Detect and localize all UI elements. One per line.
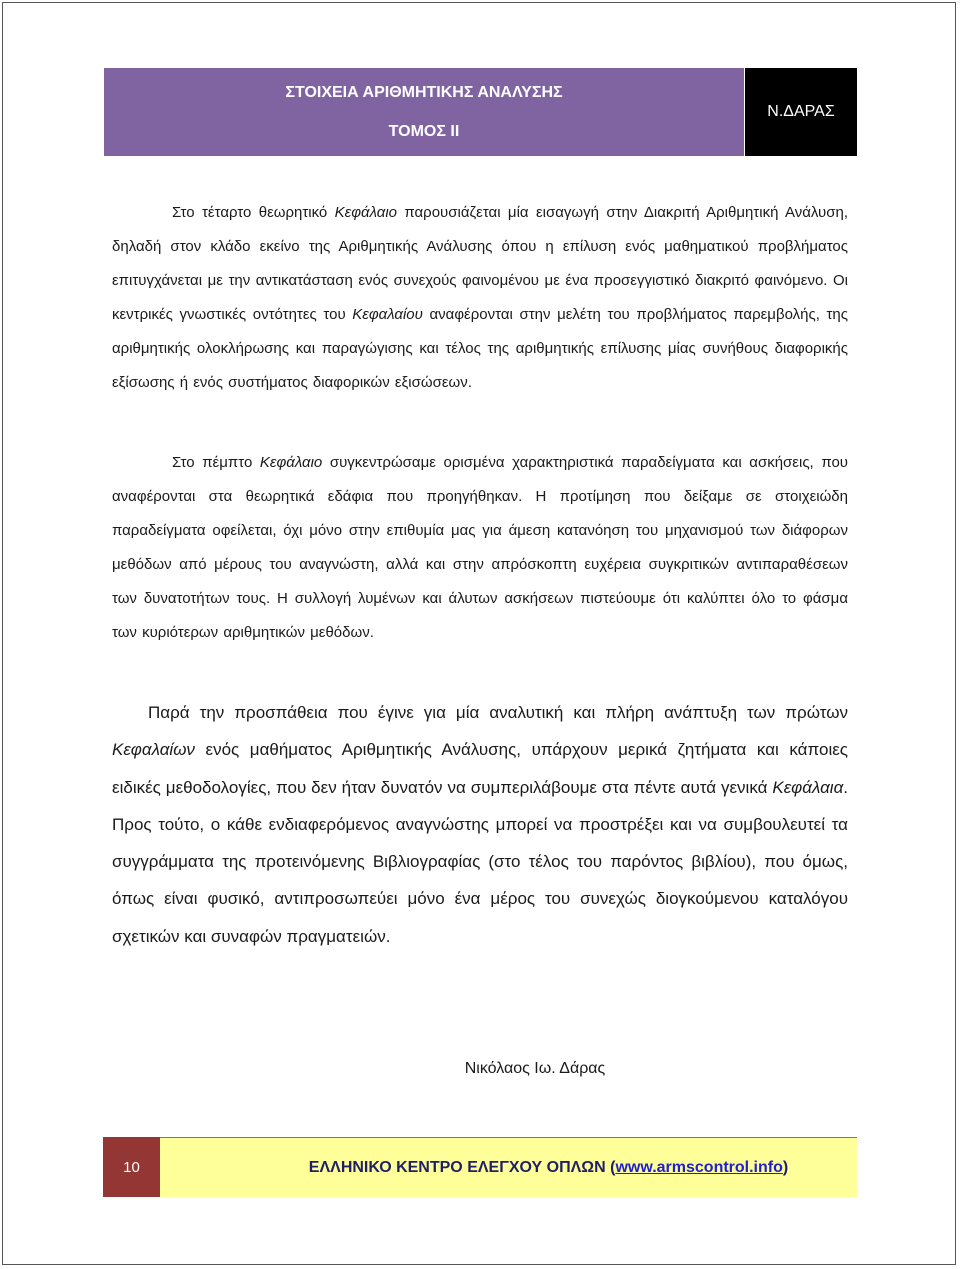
book-title-block (104, 68, 744, 156)
page-number: 10 (103, 1137, 160, 1197)
paragraph-text-run: ενός μαθήματος Αριθμητικής Ανάλυσης, υπάρχουν μερικά ζητήματα και κάποιες ειδικές μεθοδολογίες, που δεν ήταν δυνατόν να συμπεριλάβουμε στα πέντε αυτά γενικά (112, 740, 848, 797)
author-label: Ν.ΔΑΡΑΣ (745, 68, 857, 156)
paragraph-text-run: . Προς τούτο, ο κάθε ενδιαφερόμενος αναγνώστης μπορεί να προστρέξει και να συμβουλευτεί τα συγγράμματα της προτεινόμενης Βιβλιογραφίας (στο τέλος του παρόντος βιβλίου), που όμως, όπως είναι φυσικό, αντιπροσωπεύει μόνο ένα μέρος του συνεχώς διογκούμενου καταλόγου σχετικών και συναφών πραγματειών. (112, 777, 848, 946)
emphasis-chapters: Κεφαλαίων (112, 740, 195, 760)
author-signature: Νικόλαος Ιω. Δάρας (464, 1060, 606, 1077)
paragraph-3 (112, 694, 848, 955)
paragraph-text-run: αναφέρονται στην μελέτη του προβλήματος παρεμβολής, της αριθμητικής ολοκλήρωσης και παραγώγισης και τέλος της αριθμητικής επίλυσης μίας συνήθους διαφορικής εξίσωσης ή ενός συστήματος διαφορικών εξισώσεων. (112, 306, 848, 391)
page-footer (103, 1137, 857, 1197)
paragraph-3-text (112, 694, 848, 955)
book-title: ΣΤΟΙΧΕΙΑ ΑΡΙΘΜΗΤΙΚΗΣ ΑΝΑΛΥΣΗΣ (285, 84, 563, 101)
emphasis-chapters: Κεφάλαια (772, 777, 844, 797)
paragraph-2 (112, 446, 848, 650)
paragraph-2-text (112, 446, 848, 650)
page-header (104, 68, 857, 156)
paren-open: ( (605, 1158, 616, 1176)
paragraph-text-run: παρουσιάζεται μία εισαγωγή στην Διακριτή Αριθμητική Ανάλυση, δηλαδή στον κλάδο εκείνο της Αριθμητικής Ανάλυσης όπου η επίλυση ενός μαθηματικού προβλήματος επιτυγχάνεται με την αντικατάσταση ενός συνεχούς φαινομένου με ένα προσεγγιστικό διακριτό φαινόμενο. Οι κεντρικές γνωστικές οντότητες του (112, 204, 848, 323)
website-link[interactable]: www.armscontrol.info (615, 1158, 783, 1176)
paragraph-text-run: Στο τέταρτο θεωρητικό (172, 204, 335, 221)
organization-name: ΕΛΛΗΝΙΚΟ ΚΕΝΤΡΟ ΕΛΕΓΧΟΥ ΟΠΛΩΝ (308, 1158, 606, 1176)
emphasis-chapter: Κεφάλαιο (334, 204, 397, 221)
emphasis-chapter: Κεφαλαίου (352, 306, 423, 323)
footer-banner (160, 1137, 857, 1197)
paren-close: ) (782, 1158, 789, 1176)
paragraph-text-run: συγκεντρώσαμε ορισμένα χαρακτηριστικά παραδείγματα και ασκήσεις, που αναφέρονται στα θεωρητικά εδάφια που προηγήθηκαν. Η προτίμηση που δείξαμε σε στοιχειώδη παραδείγματα οφείλεται, όχι μόνο στην επιθυμία μας για άμεση κατανόηση του μηχανισμού των διάφορων μεθόδων από μέρους του αναγνώστη, αλλά και στην απρόσκοπτη ευχέρεια συγκριτικών αντιπαραθέσεων των δυνατοτήτων τους. Η συλλογή λυμένων και άλυτων ασκήσεων πιστεύουμε ότι καλύπτει όλο το φάσμα των κυριότερων αριθμητικών μεθόδων. (112, 454, 849, 641)
paragraph-1 (112, 196, 848, 400)
emphasis-chapter: Κεφάλαιο (259, 454, 323, 471)
paragraph-text-run: Παρά την προσπάθεια που έγινε για μία αναλυτική και πλήρη ανάπτυξη των πρώτων (148, 703, 848, 722)
volume-label: ΤΟΜΟΣ ΙΙ (388, 123, 460, 140)
paragraph-1-text (112, 196, 848, 400)
paragraph-text-run: Στο πέμπτο (172, 454, 260, 471)
